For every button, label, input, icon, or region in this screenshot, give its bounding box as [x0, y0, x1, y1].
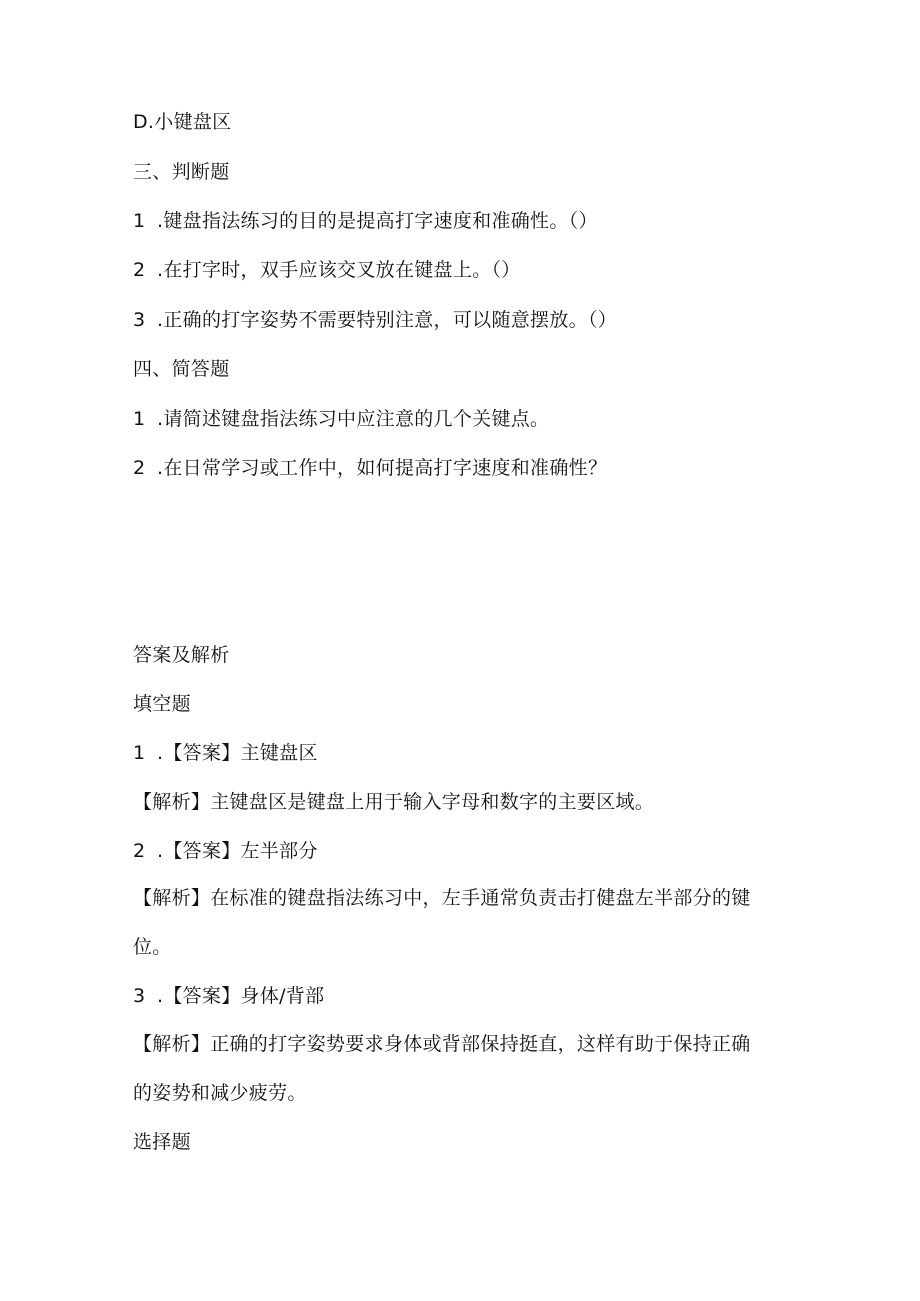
true-false-question-3: 3 .正确的打字姿势不需要特别注意，可以随意摆放。（） [133, 309, 618, 331]
section-heading-short-answer: 四、简答题 [133, 358, 230, 380]
answers-heading: 答案及解析 [133, 644, 230, 666]
short-answer-question-1: 1 .请简述键盘指法练习中应注意的几个关键点。 [133, 408, 550, 430]
section-heading-fill-blank: 填空题 [133, 693, 191, 715]
explanation-1: 【解析】主键盘区是键盘上用于输入字母和数字的主要区域。 [133, 791, 655, 813]
answer-1: 1 .【答案】主键盘区 [133, 742, 318, 764]
option-d: D.小键盘区 [133, 111, 232, 133]
explanation-2-line-2: 位。 [133, 936, 172, 958]
explanation-3-line-1: 【解析】正确的打字姿势要求身体或背部保持挺直，这样有助于保持正确 [133, 1033, 751, 1055]
short-answer-question-2: 2 .在日常学习或工作中，如何提高打字速度和准确性？ [133, 457, 608, 479]
answer-2: 2 .【答案】左半部分 [133, 840, 318, 862]
answer-3: 3 .【答案】身体/背部 [133, 985, 325, 1007]
section-heading-true-false: 三、判断题 [133, 161, 230, 183]
true-false-question-1: 1 .键盘指法练习的目的是提高打字速度和准确性。（） [133, 210, 598, 232]
section-heading-multiple-choice: 选择题 [133, 1131, 191, 1153]
explanation-3-line-2: 的姿势和减少疲劳。 [133, 1082, 307, 1104]
explanation-2-line-1: 【解析】在标准的键盘指法练习中，左手通常负责击打健盘左半部分的键 [133, 887, 751, 909]
true-false-question-2: 2 .在打字时，双手应该交叉放在键盘上。（） [133, 259, 521, 281]
